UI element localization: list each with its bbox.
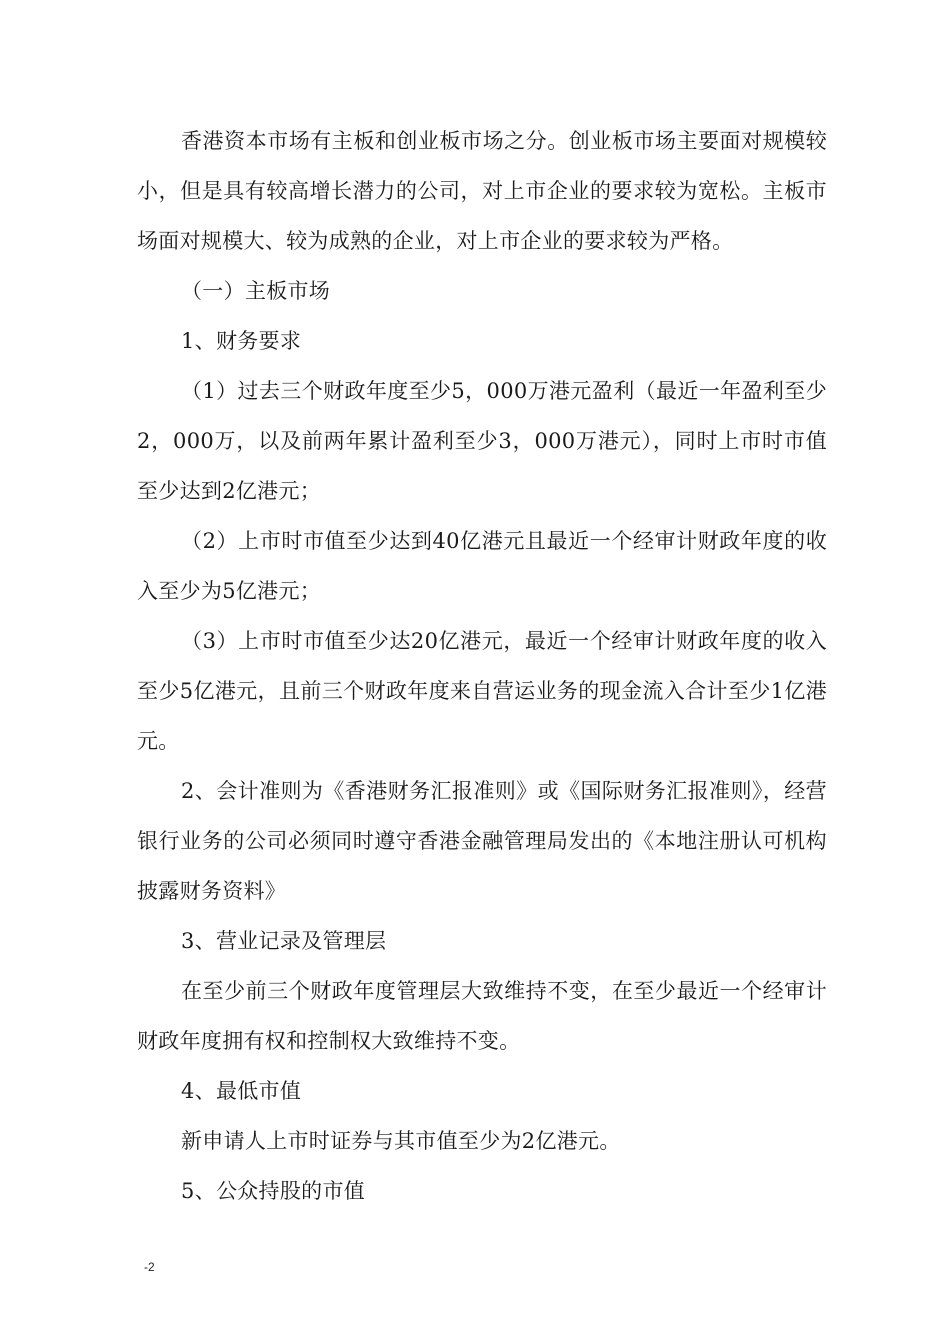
heading-operating-record: 3、营业记录及管理层 [181, 929, 387, 953]
paragraph-intro: 香港资本市场有主板和创业板市场之分。创业板市场主要面对规模较小，但是具有较高增长潜力的公司，对上市企业的要求较为宽松。主板市场面对规模大、较为成熟的企业，对上市企业的要求较为严格。 [137, 129, 827, 253]
paragraph-operating-record: 在至少前三个财政年度管理层大致维持不变，在至少最近一个经审计财政年度拥有权和控制权大致维持不变。 [137, 979, 827, 1053]
heading-public-float-value: 5、公众持股的市值 [181, 1179, 366, 1203]
heading-minimum-market-value: 4、最低市值 [181, 1079, 302, 1103]
paragraph-requirement-2: （2）上市时市值至少达到40亿港元且最近一个经审计财政年度的收入至少为5亿港元； [137, 529, 827, 603]
paragraph-accounting-standards: 2、会计准则为《香港财务汇报准则》或《国际财务汇报准则》，经营银行业务的公司必须同时遵守香港金融管理局发出的《本地注册认可机构披露财务资料》 [137, 779, 827, 903]
paragraph-requirement-1: （1）过去三个财政年度至少5，000万港元盈利（最近一年盈利至少2，000万，以及前两年累计盈利至少3，000万港元），同时上市时市值至少达到2亿港元； [137, 379, 827, 503]
document-body [137, 116, 827, 1216]
page-number: -2 [144, 1260, 155, 1274]
heading-financial-requirements: 1、财务要求 [181, 329, 302, 353]
section-heading-main-board: （一）主板市场 [181, 279, 331, 303]
paragraph-requirement-3: （3）上市时市值至少达20亿港元，最近一个经审计财政年度的收入至少5亿港元，且前三个财政年度来自营运业务的现金流入合计至少1亿港元。 [137, 629, 827, 753]
paragraph-minimum-market-value: 新申请人上市时证券与其市值至少为2亿港元。 [181, 1129, 621, 1153]
